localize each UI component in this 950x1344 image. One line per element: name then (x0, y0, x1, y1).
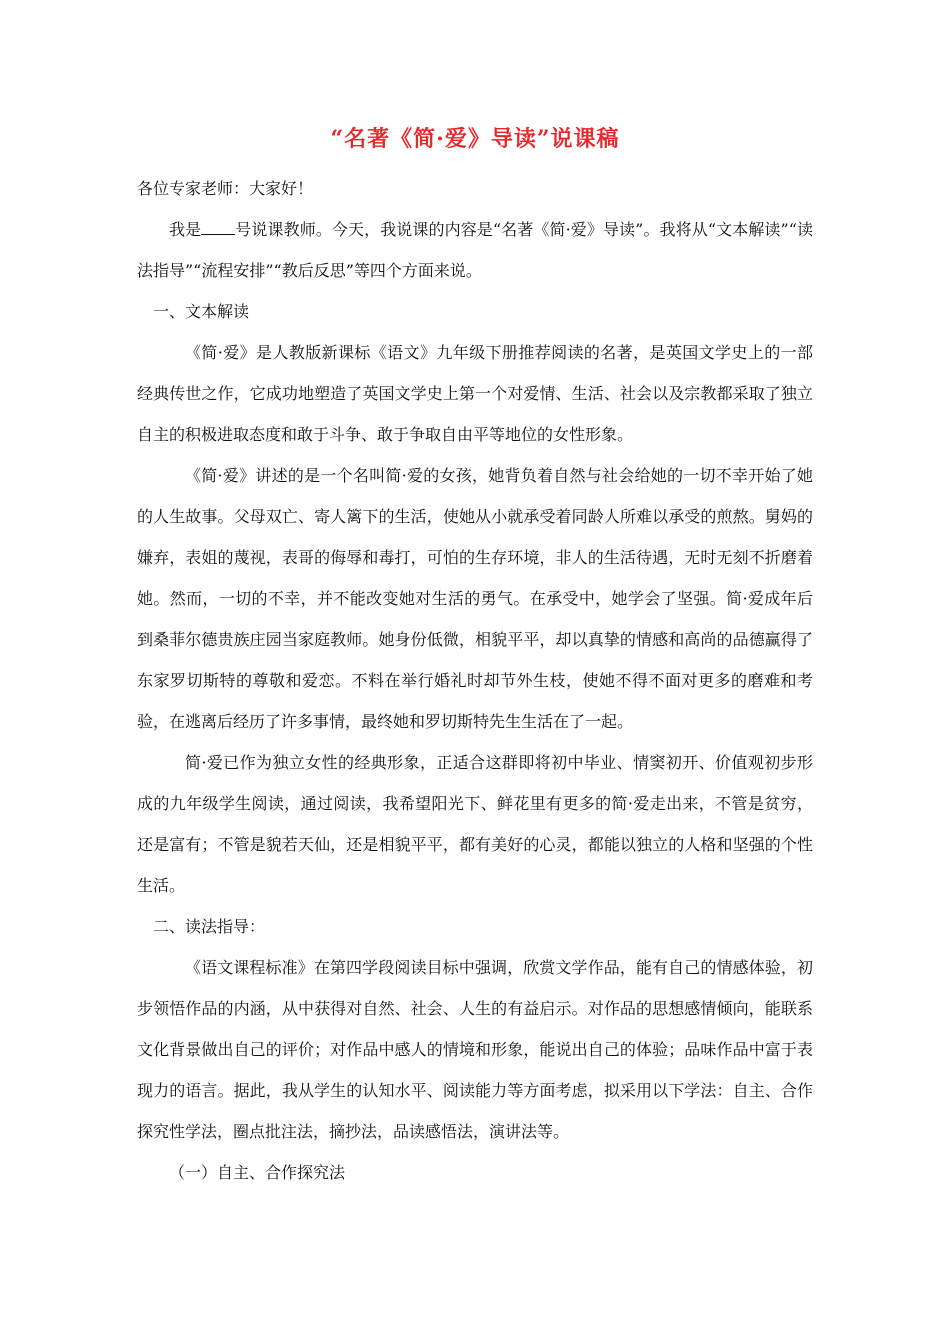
section-heading-text-reading: 一、文本解读 (153, 302, 250, 321)
intro-paragraph (137, 209, 813, 291)
document-title: “名著《简·爱》导读”说课稿 (330, 126, 620, 152)
section1-paragraph-1: 《简·爱》是人教版新课标《语文》九年级下册推荐阅读的名著，是英国文学史上的一部经典传世之作，它成功地塑造了英国文学史上第一个对爱情、生活、社会以及宗教都采取了独立自主的积极进取态度和敢于斗争、敢于争取自由平等地位的女性形象。 (137, 343, 813, 444)
document-body (137, 168, 813, 1193)
intro-text-start: 我是 (169, 220, 202, 239)
section1-paragraph-2: 《简·爱》讲述的是一个名叫简·爱的女孩，她背负着自然与社会给她的一切不幸开始了她的人生故事。父母双亡、寄人篱下的生活，使她从小就承受着同龄人所难以承受的煎熬。舅妈的嫌弃，表姐的蔑视，表哥的侮辱和毒打，可怕的生存环境，非人的生活待遇，无时无刻不折磨着她。然而，一切的不幸，并不能改变她对生活的勇气。在承受中，她学会了坚强。简·爱成年后到桑菲尔德贵族庄园当家庭教师。她身份低微，相貌平平，却以真挚的情感和高尚的品德赢得了东家罗切斯特的尊敬和爱恋。不料在举行婚礼时却节外生枝，使她不得不面对更多的磨难和考验，在逃离后经历了许多事情，最终她和罗切斯特先生生活在了一起。 (137, 466, 813, 731)
section2-paragraph-1: 《语文课程标准》在第四学段阅读目标中强调，欣赏文学作品，能有自己的情感体验，初步领悟作品的内涵，从中获得对自然、社会、人生的有益启示。对作品的思想感情倾向，能联系文化背景做出自己的评价；对作品中感人的情境和形象，能说出自己的体验；品味作品中富于表现力的语言。据此，我从学生的认知水平、阅读能力等方面考虑，拟采用以下学法：自主、合作探究性学法，圈点批注法，摘抄法，品读感悟法，演讲法等。 (137, 958, 813, 1141)
subsection-heading-cooperative: （一）自主、合作探究法 (169, 1163, 346, 1182)
intro-text-rest: 号说课教师。今天，我说课的内容是“名著《简·爱》导读”。我将从“文本解读”“读法指导”“流程安排”“教后反思”等四个方面来说。 (137, 220, 813, 280)
section1-paragraph-3: 简·爱已作为独立女性的经典形象，正适合这群即将初中毕业、情窦初开、价值观初步形成的九年级学生阅读，通过阅读，我希望阳光下、鲜花里有更多的简·爱走出来，不管是贫穷，还是富有；不管是貌若天仙，还是相貌平平，都有美好的心灵，都能以独立的人格和坚强的个性生活。 (137, 753, 813, 895)
section-heading-reading-guide: 二、读法指导： (153, 917, 266, 936)
greeting: 各位专家老师：大家好！ (137, 179, 314, 198)
number-blank (201, 220, 235, 235)
